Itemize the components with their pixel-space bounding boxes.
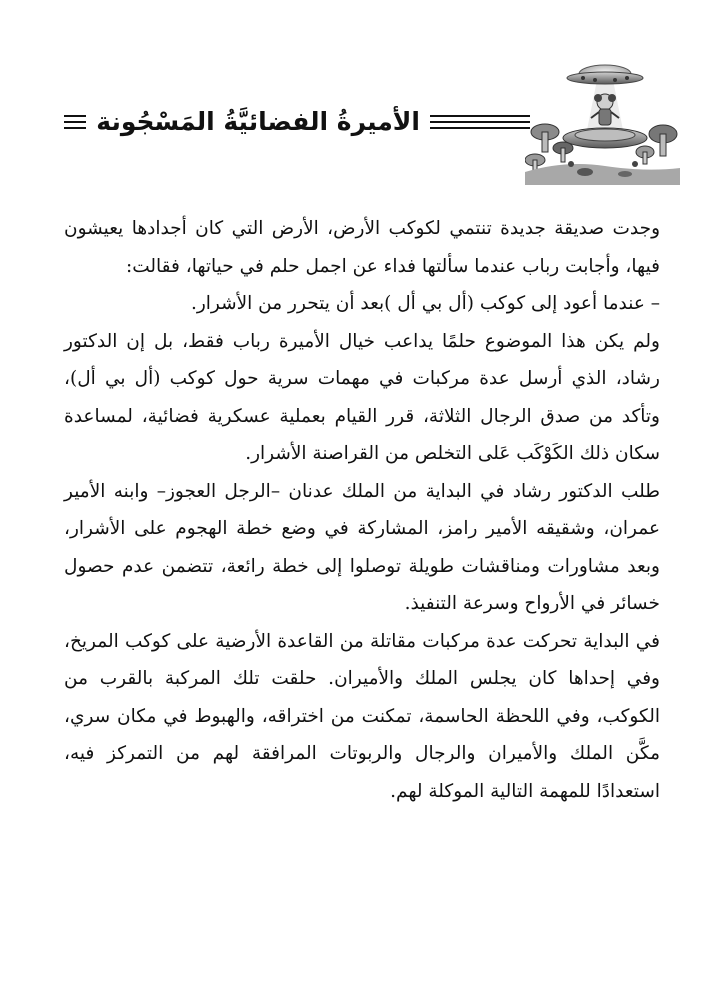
chapter-header <box>40 60 680 190</box>
paragraph: طلب الدكتور رشاد في البداية من الملك عدنان –الرجل العجوز– وابنه الأمير عمران، وشقيقه الأمير رامز، المشاركة في وضع خطة الهجوم على الأشرار، وبعد مشاورات ومناقشات طويلة توصلوا إلى خطة رائعة، تتضمن عدم حصول خسائر في الأرواح وسرعة التنفيذ. <box>64 480 660 614</box>
title-rule-left <box>64 115 86 129</box>
paragraph: – عندما أعود إلى كوكب (أل بي أل )بعد أن يتحرر من الأشرار. <box>190 293 660 314</box>
paragraph: ولم يكن هذا الموضوع حلمًا يداعب خيال الأميرة رباب فقط، بل إن الدكتور رشاد، الذي أرسل عدة مركبات في مهمات سرية حول كوكب (أل بي أل)، وتأكد من صدق الرجال الثلاثة، قرر القيام بعملية عسكرية فضائية، لمساعدة سكان ذلك الكَوْكَب عَلى التخلص من القراصنة الأشرار. <box>64 330 660 464</box>
paragraph: وجدت صديقة جديدة تنتمي لكوكب الأرض، الأرض التي كان أجدادها يعيشون فيها، وأجابت رباب عندما سألتها فداء عن اجمل حلم في حياتها، فقالت: <box>64 218 660 277</box>
flying-saucer-girl-illustration <box>525 60 680 185</box>
title-row <box>40 102 530 142</box>
title-rule-right <box>430 115 530 129</box>
chapter-title: الأميرةُ الفضائيَّةُ المَسْجُونة <box>96 107 420 136</box>
paragraph: في البداية تحركت عدة مركبات مقاتلة من القاعدة الأرضية على كوكب المريخ، وفي إحداها كان يجلس الملك والأميران. حلقت تلك المركبة بالقرب من الكوكب، وفي اللحظة الحاسمة، تمكنت من اختراقه، والهبوط في مكان سري، مكَّن الملك والأميران والرجال والربوتات المرافقة لهم من التمركز فيه، استعدادًا للمهمة التالية الموكلة لهم. <box>64 630 660 802</box>
story-text <box>64 210 660 810</box>
